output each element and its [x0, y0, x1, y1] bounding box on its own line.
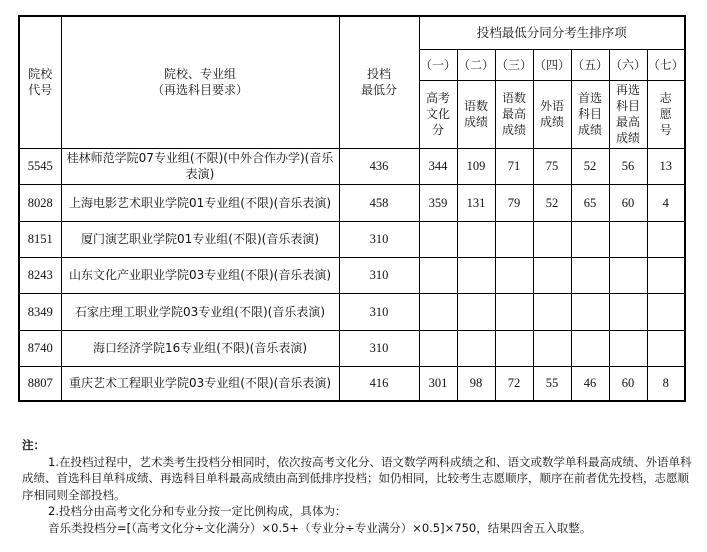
cell-t7	[647, 257, 685, 293]
cell-t7	[647, 330, 685, 366]
header-item-elective-max: 再选 科目 最高 成绩	[609, 80, 647, 148]
cell-t2: 98	[457, 366, 495, 401]
cell-t6: 60	[609, 184, 647, 221]
header-item-chinese-math-max: 语数 最高 成绩	[495, 80, 533, 148]
cell-t1: 359	[419, 184, 457, 221]
cell-code: 8349	[19, 293, 61, 330]
cell-t4: 55	[533, 366, 571, 401]
cell-t3: 79	[495, 184, 533, 221]
table-row	[19, 366, 685, 401]
note-item-1: 1.在投档过程中，艺术类考生投档分相同时，依次按高考文化分、语文数学两科成绩之和、语文或数学单科最高成绩、外语单科成绩、首选科目单科成绩、再选科目单科最高成绩由高到低排序投档；如仍相同，比较考生志愿顺序，顺序在前者优先投档，志愿顺序相同则全部投档。	[22, 454, 692, 502]
table-row	[19, 148, 685, 184]
cell-t4	[533, 257, 571, 293]
header-item-culture-score: 高考 文化 分	[419, 80, 457, 148]
cell-code: 5545	[19, 148, 61, 184]
cell-name: 石家庄理工职业学院03专业组(不限)(音乐表演)	[61, 293, 339, 330]
header-order-4: （四）	[533, 49, 571, 80]
cell-t1	[419, 257, 457, 293]
cell-t3: 71	[495, 148, 533, 184]
cell-t7: 4	[647, 184, 685, 221]
cell-t3: 72	[495, 366, 533, 401]
header-code: 院校 代号	[19, 16, 61, 148]
cell-t2	[457, 221, 495, 257]
cell-t4	[533, 293, 571, 330]
table-row	[19, 184, 685, 221]
header-order-1: （一）	[419, 49, 457, 80]
cell-name: 厦门演艺职业学院01专业组(不限)(音乐表演)	[61, 221, 339, 257]
cell-t3	[495, 330, 533, 366]
cell-t6: 60	[609, 366, 647, 401]
cell-code: 8243	[19, 257, 61, 293]
cell-t1	[419, 221, 457, 257]
admission-score-table	[18, 15, 686, 402]
cell-name: 桂林师范学院07专业组(不限)(中外合作办学)(音乐表演)	[61, 148, 339, 184]
cell-min-score: 436	[339, 148, 419, 184]
cell-t2	[457, 330, 495, 366]
cell-t4: 52	[533, 184, 571, 221]
cell-t5	[571, 257, 609, 293]
header-item-preference-no: 志 愿 号	[647, 80, 685, 148]
cell-t2	[457, 257, 495, 293]
header-name: 院校、专业组 （再选科目要求）	[61, 16, 339, 148]
cell-t6	[609, 221, 647, 257]
table-row	[19, 221, 685, 257]
cell-t5	[571, 221, 609, 257]
cell-t1: 301	[419, 366, 457, 401]
cell-code: 8151	[19, 221, 61, 257]
cell-t6	[609, 257, 647, 293]
cell-t1: 344	[419, 148, 457, 184]
cell-code: 8740	[19, 330, 61, 366]
cell-t7: 8	[647, 366, 685, 401]
cell-code: 8807	[19, 366, 61, 401]
cell-t3	[495, 221, 533, 257]
cell-t5: 52	[571, 148, 609, 184]
cell-t5	[571, 330, 609, 366]
header-order-3: （三）	[495, 49, 533, 80]
cell-t1	[419, 330, 457, 366]
header-item-first-subject: 首选 科目 成绩	[571, 80, 609, 148]
cell-name: 海口经济学院16专业组(不限)(音乐表演)	[61, 330, 339, 366]
notes-section	[22, 437, 692, 536]
cell-t2	[457, 293, 495, 330]
cell-name: 山东文化产业职业学院03专业组(不限)(音乐表演)	[61, 257, 339, 293]
cell-name: 重庆艺术工程职业学院03专业组(不限)(音乐表演)	[61, 366, 339, 401]
cell-min-score: 458	[339, 184, 419, 221]
cell-t7	[647, 293, 685, 330]
cell-t2: 131	[457, 184, 495, 221]
cell-t4	[533, 330, 571, 366]
cell-min-score: 310	[339, 293, 419, 330]
cell-t6	[609, 330, 647, 366]
cell-t4	[533, 221, 571, 257]
cell-t7: 13	[647, 148, 685, 184]
header-tiebreak-title: 投档最低分同分考生排序项	[419, 16, 685, 49]
header-order-2: （二）	[457, 49, 495, 80]
cell-t5	[571, 293, 609, 330]
cell-t4: 75	[533, 148, 571, 184]
cell-min-score: 310	[339, 257, 419, 293]
table-row	[19, 257, 685, 293]
header-order-6: （六）	[609, 49, 647, 80]
note-item-2: 2.投档分由高考文化分和专业分按一定比例构成，具体为：	[48, 504, 347, 518]
cell-min-score: 416	[339, 366, 419, 401]
cell-min-score: 310	[339, 221, 419, 257]
note-formula: 音乐类投档分=[（高考文化分÷文化满分）×0.5+（专业分÷专业满分）×0.5]×750，结果四舍五入取整。	[48, 520, 592, 535]
cell-t5: 46	[571, 366, 609, 401]
header-order-5: （五）	[571, 49, 609, 80]
table-row	[19, 293, 685, 330]
cell-t1	[419, 293, 457, 330]
header-min-score: 投档 最低分	[339, 16, 419, 148]
header-item-foreign-language: 外语 成绩	[533, 80, 571, 148]
cell-t3	[495, 293, 533, 330]
cell-t5: 65	[571, 184, 609, 221]
cell-t6: 56	[609, 148, 647, 184]
cell-min-score: 310	[339, 330, 419, 366]
cell-t2: 109	[457, 148, 495, 184]
header-item-chinese-math: 语数 成绩	[457, 80, 495, 148]
table-row	[19, 330, 685, 366]
header-order-7: （七）	[647, 49, 685, 80]
cell-name: 上海电影艺术职业学院01专业组(不限)(音乐表演)	[61, 184, 339, 221]
cell-t6	[609, 293, 647, 330]
cell-t3	[495, 257, 533, 293]
cell-t7	[647, 221, 685, 257]
cell-code: 8028	[19, 184, 61, 221]
notes-title: 注：	[22, 438, 45, 452]
